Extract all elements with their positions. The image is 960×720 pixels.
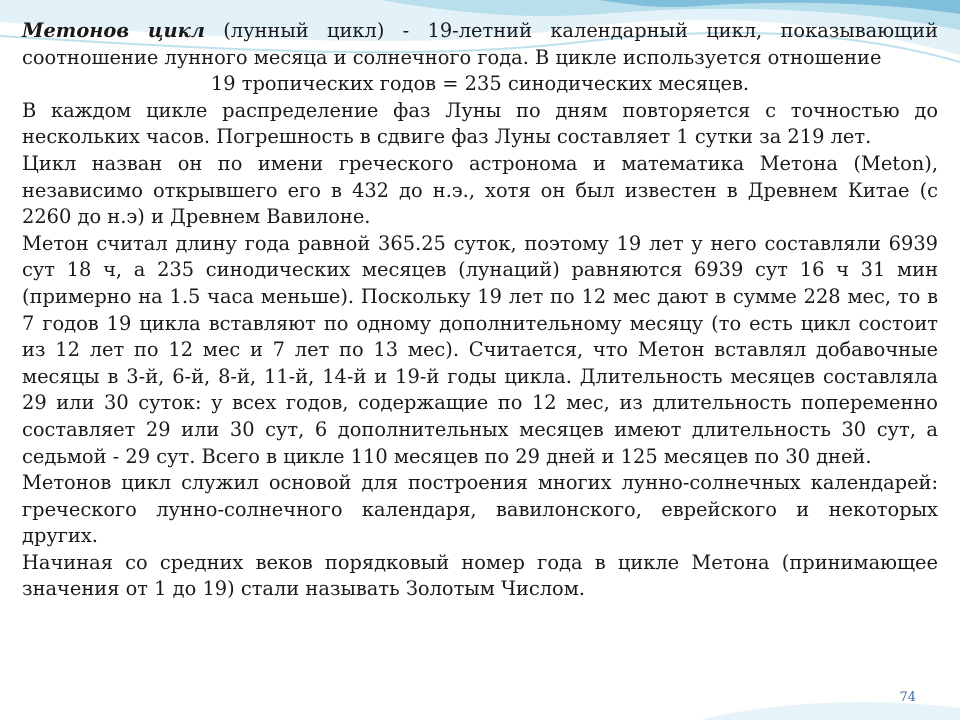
- intro-text: (лунный цикл) - 19-летний календарный цикл, показывающий соотношение лунного месяца и солнечного года. В цикле используется отношение: [22, 19, 938, 69]
- paragraph-calendars: Метонов цикл служил основой для построения многих лунно-солнечных календарей: греческого лунно-солнечного календаря, вавилонского, еврейского и некоторых других.: [22, 471, 938, 548]
- intro-paragraph: [22, 18, 938, 71]
- paragraph-golden-number: Начиная со средних веков порядковый номер года в цикле Метона (принимающее значения от 1 до 19) стали называть Золотым Числом.: [22, 550, 938, 601]
- cycle-formula: 19 тропических годов = 235 синодических месяцев.: [210, 72, 750, 96]
- term-metonic-cycle: Метонов цикл: [22, 19, 205, 42]
- page-number: 74: [899, 690, 916, 705]
- paragraph-calculation: Метон считал длину года равной 365.25 суток, поэтому 19 лет у него составляли 6939 сут 18 ч, а 235 синодических месяцев (лунаций) равняются 6939 сут 16 ч 31 мин (примерно на 1.5 часа меньше). Поскольку 19 лет по 12 мес дают в сумме 228 мес, то в 7 годов 19 цикла вставляют по одному дополнительному месяцу (то есть цикл состоит из 12 лет по 12 мес и 7 лет по 13 мес). Считается, что Метон вставлял добавочные месяцы в 3-й, 6-й, 8-й, 11-й, 14-й и 19-й годы цикла. Длительность месяцев составляла 29 или 30 суток: у всех годов, содержащие по 12 мес, из длительность попеременно составляет 29 или 30 сут, 6 дополнительных месяцев имеют длительность 30 сут, а седьмой - 29 сут. Всего в цикле 110 месяцев по 29 дней и 125 месяцев по 30 дней.: [22, 231, 938, 468]
- wave-bottom-right: [700, 702, 960, 720]
- paragraph-origin: Цикл назван он по имени греческого астронома и математика Метона (Meton), независимо открывшего его в 432 до н.э., хотя он был известен в Древнем Китае (с 2260 до н.э) и Древнем Вавилоне.: [22, 151, 938, 229]
- paragraph-phases: В каждом цикле распределение фаз Луны по дням повторяется с точностью до нескольких часов. Погрешность в сдвиге фаз Луны составляет 1 сутки за 219 лет.: [22, 98, 938, 149]
- slide-body: [22, 18, 938, 603]
